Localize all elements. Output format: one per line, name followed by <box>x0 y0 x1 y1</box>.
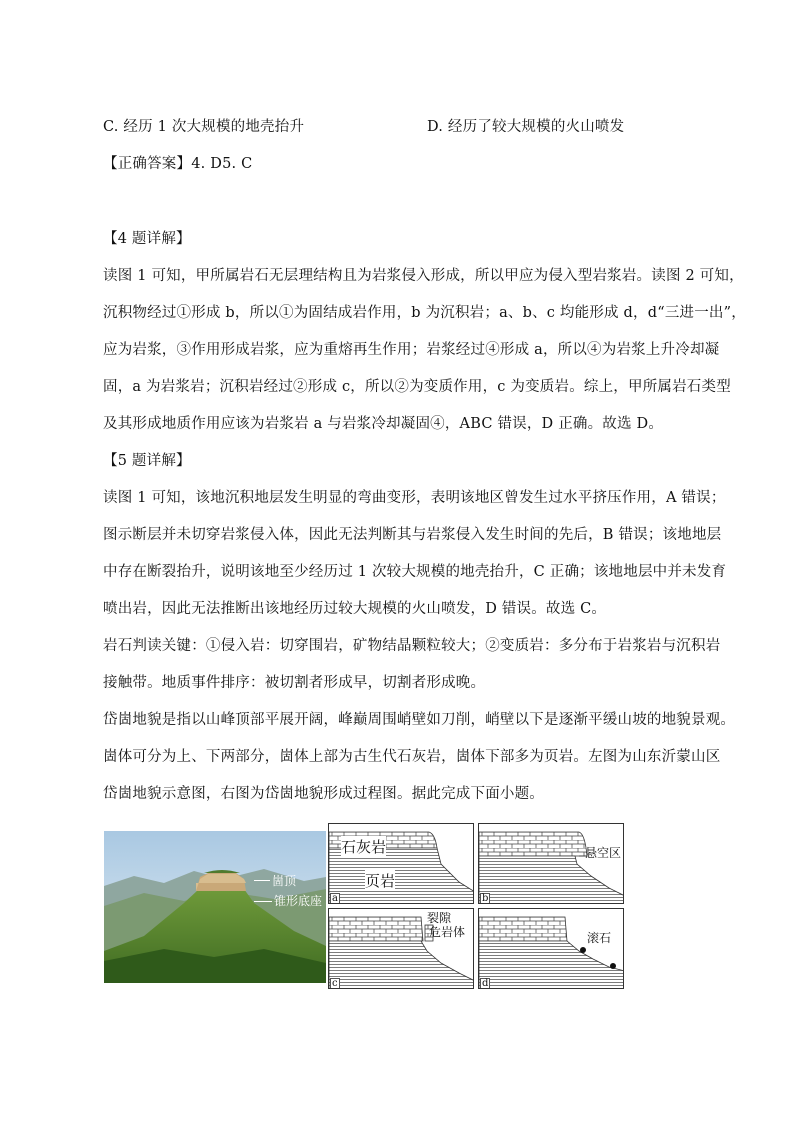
q4-line: 及其形成地质作用应该为岩浆岩 a 与岩浆冷却凝固④，ABC 错误，D 正确。故选 D。 <box>103 416 664 432</box>
photo-label-slope: 锥形底座 <box>274 894 323 908</box>
q5-line: 读图 1 可知，该地沉积地层发生明显的弯曲变形，表明该地区曾发生过水平挤压作用，A 错误； <box>103 490 726 506</box>
panel-b-diagram <box>479 824 624 904</box>
q4-line: 固，a 为岩浆岩；沉积岩经过②形成 c，所以②为变质作用，c 为变质岩。综上，甲所属岩石类型 <box>103 379 731 395</box>
process-panel-d <box>478 908 624 989</box>
panel-tag: d <box>482 978 489 989</box>
rock-dot <box>580 947 586 953</box>
photo-label-top: 崮顶 <box>272 874 297 888</box>
pointer-line <box>254 901 272 902</box>
panel-d-diagram <box>479 909 624 989</box>
process-panel-b <box>478 823 624 904</box>
key-line: 岩石判读关键：①侵入岩：切穿围岩，矿物结晶颗粒较大；②变质岩：多分布于岩浆岩与沉积岩 <box>103 638 721 654</box>
process-panel-a <box>328 823 474 904</box>
shale-label: 页岩 <box>365 872 396 890</box>
answer-line: 【正确答案】4. D5. C <box>103 156 253 172</box>
panel-c-diagram <box>329 909 474 989</box>
pointer-line <box>254 880 270 881</box>
key-line: 接触带。地质事件排序：被切割者形成早，切割者形成晚。 <box>103 675 486 691</box>
q4-line: 沉积物经过①形成 b，所以①为固结成岩作用，b 为沉积岩；a、b、c 均能形成 d，d“三进一出”， <box>103 305 746 321</box>
q4-heading: 【4 题详解】 <box>103 231 191 247</box>
panel-tag: b <box>482 893 489 904</box>
panel-tag: a <box>332 893 338 904</box>
limestone-label: 石灰岩 <box>341 838 387 856</box>
q5-line: 图示断层并未切穿岩浆侵入体，因此无法判断其与岩浆侵入发生时间的先后，B 错误；该地地层 <box>103 527 722 543</box>
dagu-landform-photo <box>104 831 326 983</box>
q5-line: 喷出岩，因此无法推断出该地经历过较大规模的火山喷发，D 错误。故选 C。 <box>103 601 607 617</box>
q5-heading: 【5 题详解】 <box>103 453 191 469</box>
intro-line: 岱崮地貌是指以山峰顶部平展开阔，峰巅周围峭壁如刀削，峭壁以下是逐渐平缓山坡的地貌景观。 <box>103 712 736 728</box>
overhang-label: 悬空区 <box>585 846 622 860</box>
option-c: C. 经历 1 次大规模的地壳抬升 <box>103 119 305 135</box>
fissure-label: 裂隙 <box>427 911 452 925</box>
unstable-rock-label: 危岩体 <box>429 925 466 939</box>
rock-dot <box>610 963 616 969</box>
panel-tag: c <box>332 978 338 989</box>
intro-line: 岱崮地貌示意图，右图为岱崮地貌形成过程图。据此完成下面小题。 <box>103 786 544 802</box>
q4-line: 读图 1 可知，甲所属岩石无层理结构且为岩浆侵入形成，所以甲应为侵入型岩浆岩。读图 2 可知， <box>103 268 744 284</box>
process-panel-c <box>328 908 474 989</box>
intro-line: 崮体可分为上、下两部分，崮体上部为古生代石灰岩，崮体下部多为页岩。左图为山东沂蒙山区 <box>103 749 721 765</box>
q4-line: 应为岩浆，③作用形成岩浆，应为重熔再生作用；岩浆经过④形成 a，所以④为岩浆上升冷却凝 <box>103 342 720 358</box>
option-d: D. 经历了较大规模的火山喷发 <box>427 119 625 135</box>
q5-line: 中存在断裂抬升，说明该地至少经历过 1 次较大规模的地壳抬升，C 正确；该地地层中并未发育 <box>103 564 727 580</box>
rockfall-label: 滚石 <box>587 931 612 945</box>
